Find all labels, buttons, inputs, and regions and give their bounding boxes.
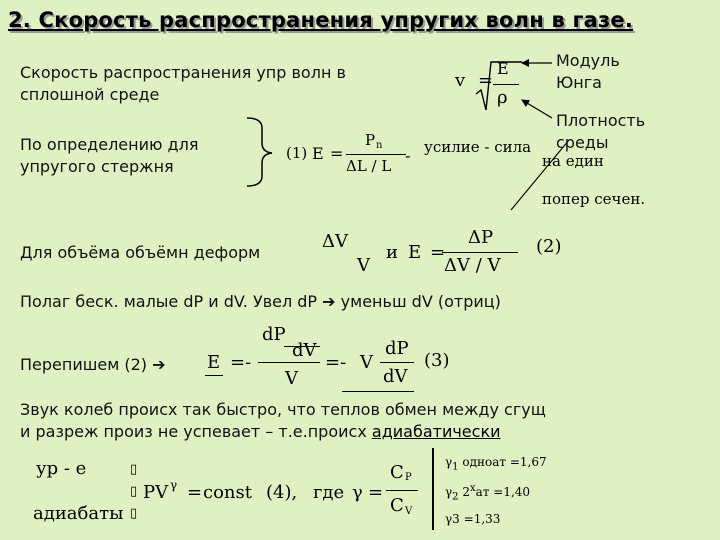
eq3-E: E (207, 352, 221, 373)
eq3-V: V (360, 352, 373, 373)
gamma1-symbol: γ (445, 455, 453, 469)
slide-title: 2. Скорость распространения упругих волн в газе. (8, 8, 634, 32)
adiabat-eq: = (187, 482, 203, 503)
adiabat-const: const (203, 482, 252, 503)
formula-v: v (455, 70, 466, 91)
adiabat-gamma-exp: γ (170, 478, 178, 492)
per-unit-text: на един (542, 152, 604, 170)
gamma1-sub: 1 (452, 461, 459, 473)
eq3-eq2: =- (325, 352, 347, 373)
adiabat-Cv: C (390, 495, 404, 516)
eq1-number: (1) (286, 144, 308, 162)
gamma2-at: ат (475, 485, 490, 499)
adiabat-gamma: γ (352, 482, 363, 503)
formula-v-E: E (497, 59, 509, 78)
assume-text-2: уменьш dV (отриц) (340, 292, 501, 311)
eq3-number: (3) (424, 350, 450, 371)
arrow-density (522, 100, 552, 118)
intro-line-1: Скорость распространения упр волн в (20, 63, 346, 82)
gamma2-x: х (470, 483, 476, 494)
gamma2-text: 2 (462, 485, 471, 499)
adiabat-label: адиабаты (33, 503, 124, 524)
eq3-eq1: =- (230, 352, 252, 373)
intro-line-2: сплошной среде (20, 85, 160, 104)
formula-v-eq: = (478, 70, 494, 91)
cross-section-text: попер сечен. (542, 190, 646, 208)
rewrite-label: Перепишем (2) (20, 355, 148, 374)
adiabat-PV: PV (143, 482, 169, 503)
eq2-denominator: ΔV / V (444, 255, 501, 276)
sqrt-sign (476, 62, 522, 110)
adiabat-Cv-sub: V (405, 506, 413, 517)
eq2-number: (2) (536, 236, 562, 257)
eq1-dash: - (405, 146, 411, 165)
adiabat-ur: ур - е (36, 458, 87, 479)
adiabat-gamma-eq: = (368, 482, 384, 503)
label-density-1: Плотность (556, 111, 646, 130)
eq2-eq: = (430, 242, 446, 263)
formula-v-rho: ρ (497, 87, 508, 108)
eq3-den1-top: dV (292, 340, 317, 361)
definition-line-1: По определению для (20, 135, 199, 154)
gamma2-symbol: γ (445, 485, 453, 499)
box-glyph-3: ▯ (130, 506, 138, 521)
sound-line-1: Звук колеб происх так быстро, что теплов обмен между сгущ (20, 400, 546, 419)
assume-arrow: ➔ (322, 292, 336, 311)
eq3-den1-bottom: V (285, 368, 298, 389)
volume-dV: ΔV (322, 231, 348, 252)
label-module-2: Юнга (556, 73, 602, 92)
gamma1-text: однoат (462, 455, 507, 469)
volume-and: и (386, 242, 398, 263)
adiabat-num: (4), (266, 482, 298, 503)
gamma3-symbol: γ (445, 512, 453, 526)
label-module-1: Модуль (556, 51, 620, 70)
adiabat-Cp: C (390, 462, 404, 483)
curly-brace (247, 118, 272, 186)
gamma1-value: =1,67 (509, 455, 547, 469)
sound-line-2-text: и разреж произ не успевает – т.е.происх (20, 422, 367, 441)
eq1-eq: = (330, 144, 344, 163)
box-glyph-2: ▯ (130, 484, 138, 499)
eq2-E: E (408, 242, 422, 263)
eq2-dP: ΔP (468, 227, 494, 248)
gamma3-text: 3 (452, 512, 460, 526)
eq3-den2: dV (383, 366, 408, 387)
pointer-line (511, 140, 569, 210)
assume-text-1: Полаг беск. малые dP и dV. Увел dP (20, 292, 318, 311)
gamma2-sub: 2 (452, 491, 459, 503)
definition-line-2: упругого стержня (20, 157, 174, 176)
gamma2-value: =1,40 (493, 485, 531, 499)
volume-text: Для объёма объёмн деформ (20, 243, 261, 262)
force-text: усилие - сила (424, 138, 532, 156)
gamma3-value: =1,33 (463, 512, 501, 526)
box-glyph-1: ▯ (130, 462, 138, 477)
eq1-E: E (312, 144, 324, 163)
eq1-denominator: ΔL / L (346, 157, 392, 175)
adiabatic-term: адиабатически (371, 422, 501, 441)
label-density-2: среды (556, 133, 609, 152)
eq3-num1: dP (262, 324, 286, 345)
rewrite-arrow: ➔ (152, 355, 166, 374)
eq1-P: P (365, 131, 376, 149)
adiabat-where: где (313, 482, 345, 503)
adiabat-Cp-sub: P (405, 472, 412, 483)
volume-V: V (357, 255, 370, 276)
eq3-num2: dP (385, 338, 409, 359)
eq1-P-sub: n (376, 140, 383, 151)
